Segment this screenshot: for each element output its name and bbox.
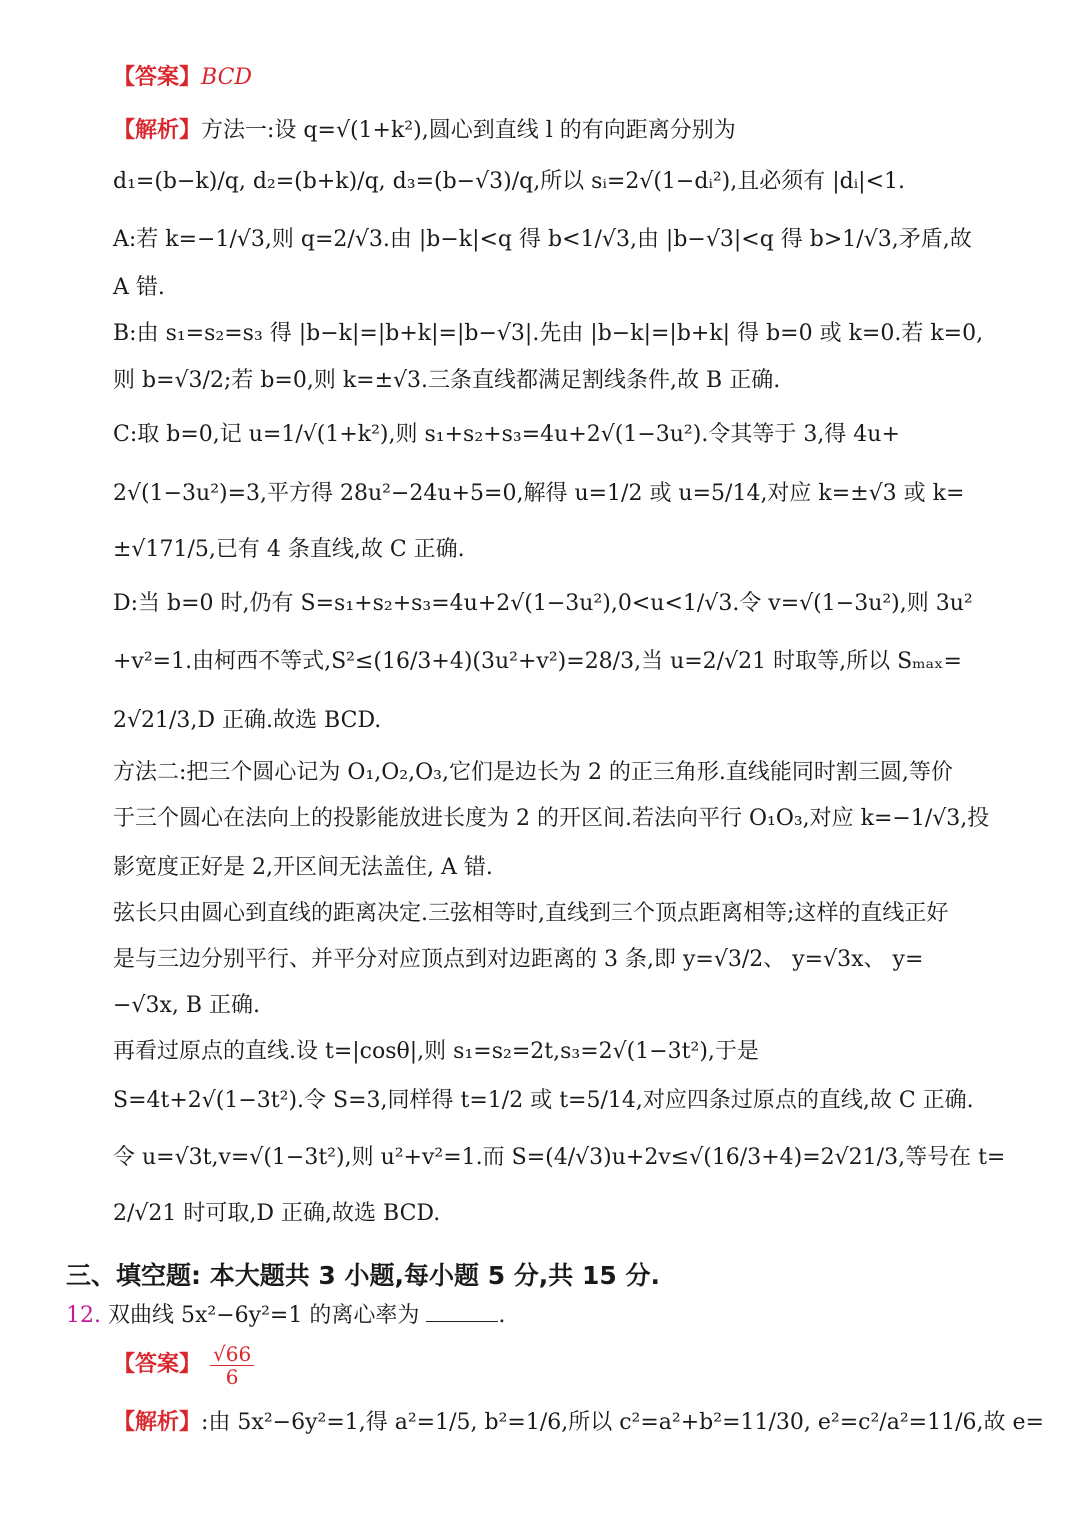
analysis-line-8: ±√171/5,已有 4 条直线,故 C 正确.: [113, 537, 465, 562]
analysis-line-9: D:当 b=0 时,仍有 S=s₁+s₂+s₃=4u+2√(1−3u²),0<u<1/√3.令 v=√(1−3u²),则 3u²: [113, 591, 973, 616]
analysis-line-18: 再看过原点的直线.设 t=|cosθ|,则 s₁=s₂=2t,s₃=2√(1−3t²),于是: [113, 1039, 759, 1064]
analysis-line-10: +v²=1.由柯西不等式,S²≤(16/3+4)(3u²+v²)=28/3,当 u=2/√21 时取等,所以 Sₘₐₓ=: [113, 649, 962, 674]
question-number: 12.: [66, 1303, 101, 1328]
analysis-line-0: [113, 115, 1018, 146]
answer-blank: [426, 1303, 498, 1322]
analysis-line-2: A:若 k=−1/√3,则 q=2/√3.由 |b−k|<q 得 b<1/√3,由 |b−√3|<q 得 b>1/√3,矛盾,故: [113, 227, 972, 252]
analysis-line-15: 弦长只由圆心到直线的距离决定.三弦相等时,直线到三个顶点距离相等;这样的直线正好: [113, 901, 949, 926]
analysis-line-5: 则 b=√3/2;若 b=0,则 k=±√3.三条直线都满足割线条件,故 B 正确.: [113, 368, 781, 393]
analysis-line-11: 2√21/3,D 正确.故选 BCD.: [113, 708, 382, 733]
analysis-line-17: −√3x, B 正确.: [113, 993, 260, 1018]
analysis-line-12: 方法二:把三个圆心记为 O₁,O₂,O₃,它们是边长为 2 的正三角形.直线能同时割三圆,等价: [113, 760, 953, 785]
analysis-line-6: C:取 b=0,记 u=1/√(1+k²),则 s₁+s₂+s₃=4u+2√(1−3u²).令其等于 3,得 4u+: [113, 422, 900, 447]
analysis-line-20: 令 u=√3t,v=√(1−3t²),则 u²+v²=1.而 S=(4/√3)u+2v≤√(16/3+4)=2√21/3,等号在 t=: [113, 1145, 1006, 1170]
answer-12-line: [113, 1340, 1018, 1389]
analysis-line-13: 于三个圆心在法向上的投影能放进长度为 2 的开区间.若法向平行 O₁O₃,对应 k=−1/√3,投: [113, 806, 990, 831]
analysis-text: 方法一:设 q=√(1+k²),圆心到直线 l 的有向距离分别为: [201, 118, 736, 143]
analysis-text: :由 5x²−6y²=1,得 a²=1/5, b²=1/6,所以 c²=a²+b²=11/30, e²=c²/a²=11/6,故 e=: [201, 1410, 1044, 1435]
answer-tag: 【答案】: [113, 1351, 202, 1377]
analysis-line-7: 2√(1−3u²)=3,平方得 28u²−24u+5=0,解得 u=1/2 或 u=5/14,对应 k=±√3 或 k=: [113, 481, 965, 506]
answer-numerator: √66: [210, 1343, 254, 1366]
analysis-line-16: 是与三边分别平行、并平分对应顶点到对边距离的 3 条,即 y=√3/2、 y=√3x、 y=: [113, 947, 924, 972]
answer-denominator: 6: [225, 1364, 239, 1389]
question-text: 双曲线 5x²−6y²=1 的离心率为: [108, 1303, 420, 1328]
analysis-line-4: B:由 s₁=s₂=s₃ 得 |b−k|=|b+k|=|b−√3|.先由 |b−k|=|b+k| 得 b=0 或 k=0.若 k=0,: [113, 321, 984, 346]
question-end: .: [498, 1303, 506, 1328]
answer-value: BCD: [201, 65, 253, 90]
analysis-tag: 【解析】: [113, 117, 202, 143]
analysis-tag: 【解析】: [113, 1409, 202, 1435]
section-title: 三、填空题: 本大题共 3 小题,每小题 5 分,共 15 分.: [66, 1261, 660, 1290]
question-12: [66, 1301, 1018, 1331]
analysis-line-1: d₁=(b−k)/q, d₂=(b+k)/q, d₃=(b−√3)/q,所以 sᵢ=2√(1−dᵢ²),且必须有 |dᵢ|<1.: [113, 169, 906, 194]
analysis-12-line: [113, 1407, 1044, 1438]
analysis-line-14: 影宽度正好是 2,开区间无法盖住, A 错.: [113, 855, 493, 880]
answer-tag: 【答案】: [113, 64, 202, 90]
answer-fraction: [210, 1343, 254, 1388]
analysis-line-19: S=4t+2√(1−3t²).令 S=3,同样得 t=1/2 或 t=5/14,对应四条过原点的直线,故 C 正确.: [113, 1088, 974, 1113]
analysis-line-21: 2/√21 时可取,D 正确,故选 BCD.: [113, 1201, 441, 1226]
answer-line: [113, 62, 1018, 93]
analysis-line-3: A 错.: [113, 275, 165, 300]
